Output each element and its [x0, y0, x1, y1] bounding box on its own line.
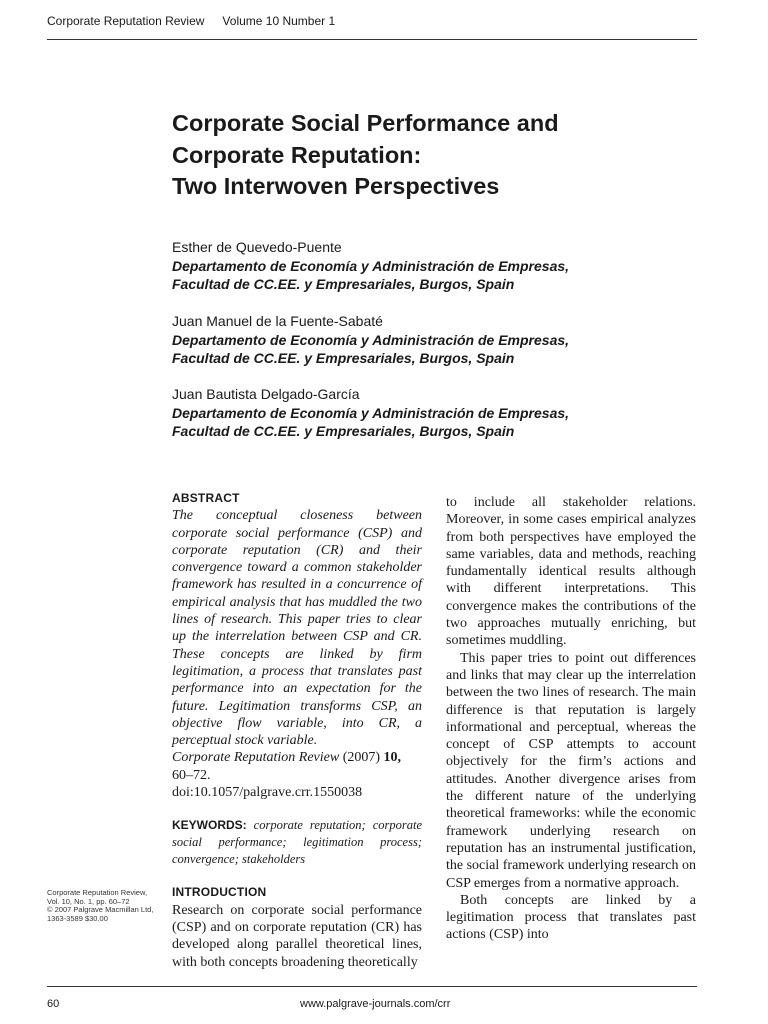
author-affiliation: Facultad de CC.EE. y Empresariales, Burgos, Spain — [172, 276, 515, 292]
keywords — [172, 817, 422, 868]
title-line: Two Interwoven Perspectives — [172, 173, 500, 199]
publication-note-line: 1363-3589 $30.00 — [47, 913, 108, 923]
citation-year: (2007) — [339, 750, 384, 766]
author-name: Juan Manuel de la Fuente-Sabaté — [172, 313, 383, 329]
citation — [172, 749, 422, 784]
keywords-text: corporate reputation; corporate social performance; legitimation process; convergence; stakeholders — [172, 818, 422, 867]
doi: doi:10.1057/palgrave.crr.1550038 — [172, 785, 363, 801]
paragraph: to include all stakeholder relations. Moreover, in some cases empirical analyzes from both perspectives have employed the same variables, data and methods, reaching fundamentally identical results although with different interpretations. This convergence makes the contributions of the two approaches mutually enriching, but sometimes muddling. — [446, 495, 696, 649]
footer-rule — [47, 986, 697, 987]
introduction-heading: INTRODUCTION — [172, 885, 267, 900]
citation-journal: Corporate Reputation Review — [172, 750, 340, 766]
left-column — [172, 490, 422, 971]
author-block — [172, 312, 692, 368]
volume-number: Volume 10 Number 1 — [222, 14, 336, 28]
author-affiliation: Departamento de Economía y Administración de Empresas, — [172, 331, 570, 348]
author-block — [172, 238, 692, 294]
author-block — [172, 385, 692, 441]
abstract-text: The conceptual closeness between corporate social performance (CSP) and corporate reputation (CR) and their convergence toward a common stakeholder framework has resulted in a concurrence of empirical analysis that has muddled the two lines of research. This paper tries to clear up the interrelation between CSP and CR. These concepts are linked by firm legitimation, a process that translates past performance into an expectation for the future. Legitimation transforms CSP, an objective flow variable, into CR, a perceptual stock variable. — [172, 508, 422, 749]
author-affiliation: Facultad de CC.EE. y Empresariales, Burgos, Spain — [172, 423, 515, 439]
journal-url: www.palgrave-journals.com/crr — [300, 998, 451, 1010]
citation-volume: 10, — [383, 750, 402, 766]
article-title — [172, 108, 692, 203]
author-affiliation: Departamento de Economía y Administración de Empresas, — [172, 404, 570, 421]
author-affiliation: Departamento de Economía y Administración de Empresas, — [172, 257, 570, 274]
author-name: Juan Bautista Delgado-García — [172, 386, 360, 402]
introduction-text: Research on corporate social performance (CSP) and on corporate reputation (CR) has developed along parallel theoretical lines, with both concepts broadening theoretically — [172, 902, 422, 970]
journal-name: Corporate Reputation Review — [47, 14, 205, 28]
paragraph: Both concepts are linked by a legitimation process that translates past actions (CSP) into — [446, 892, 696, 943]
publication-note — [47, 889, 162, 923]
publication-note-line: Vol. 10, No. 1, pp. 60–72 — [47, 896, 130, 906]
right-column — [446, 494, 696, 944]
publication-note-line: Corporate Reputation Review, — [47, 888, 148, 897]
author-affiliation: Facultad de CC.EE. y Empresariales, Burgos, Spain — [172, 350, 515, 366]
keywords-label: KEYWORDS: — [172, 818, 247, 833]
title-line: Corporate Reputation: — [172, 141, 422, 168]
running-head — [47, 14, 335, 28]
publication-note-line: © 2007 Palgrave Macmillan Ltd, — [47, 905, 154, 915]
citation-pages: 60–72. — [172, 767, 211, 783]
paragraph: This paper tries to point out differences and links that may clear up the interrelation between the two lines of research. The main difference is that reputation is largely informational and perceptual, whereas the concept of CSP attempts to account objectively for the firm’s actions and attitudes. Another divergence arises from the different nature of the underlying theoretical frameworks: while the economic framework underlying research on reputation has an instrumental justification, the social framework underlying research on CSP emerges from a normative approach. — [446, 650, 696, 891]
header-rule — [47, 39, 697, 40]
author-name: Esther de Quevedo-Puente — [172, 239, 342, 255]
title-line: Corporate Social Performance and — [172, 110, 559, 136]
page-number: 60 — [47, 998, 60, 1010]
abstract-heading: ABSTRACT — [172, 491, 240, 505]
